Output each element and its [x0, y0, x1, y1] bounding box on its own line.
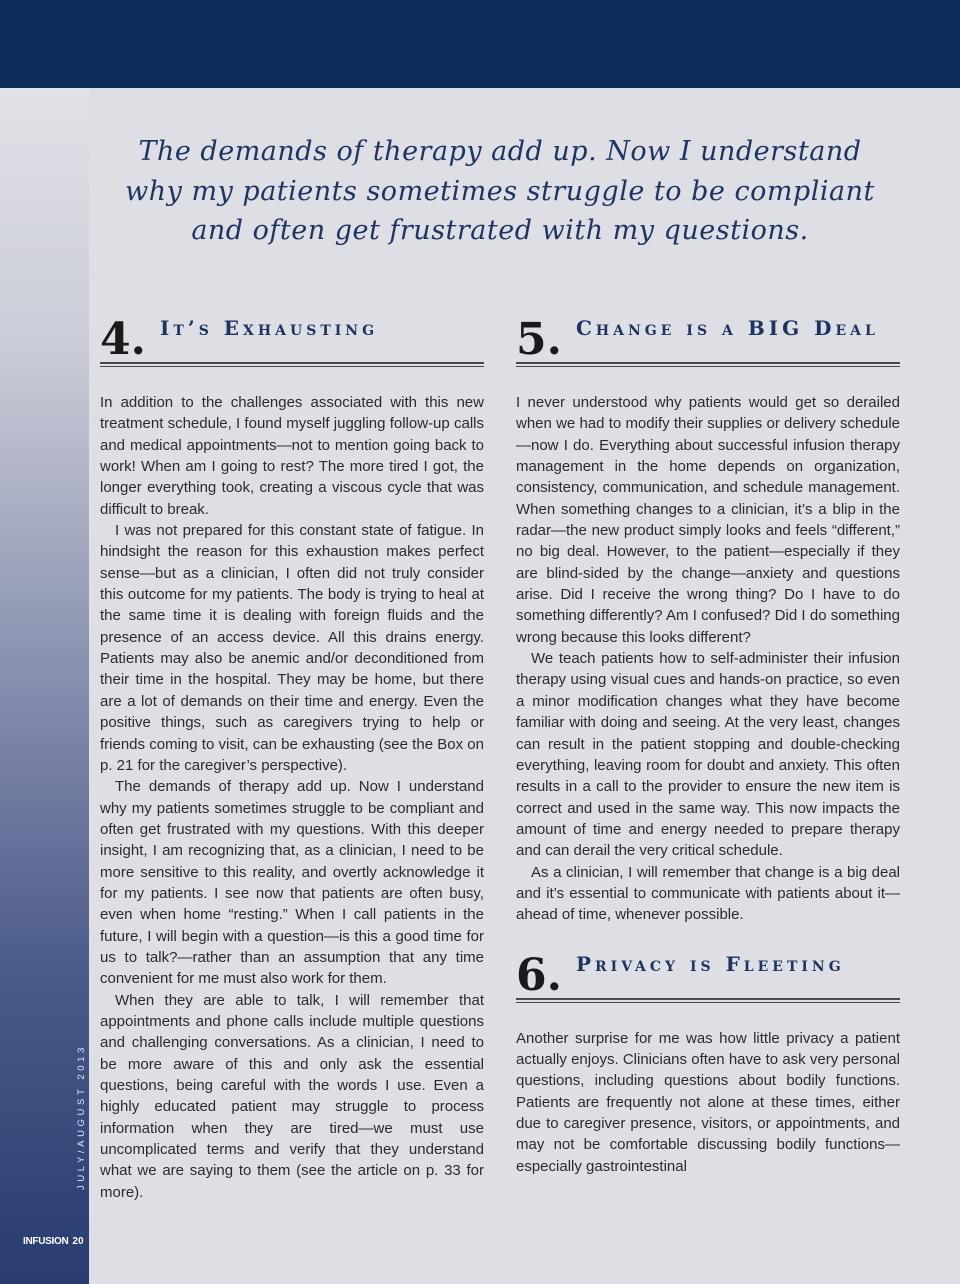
section-title: It’s Exhausting: [160, 316, 379, 340]
top-banner: [0, 0, 960, 88]
paragraph: I was not prepared for this constant state of fatigue. In hindsight the reason for this exhaustion makes perfect sense—but as a clinician, I often did not truly consider this outcome for my patients. The body is trying to heal at the same time it is dealing with foreign fluids and the presence of an access device. All this drains energy. Patients may also be anemic and/or deconditioned from their time in the hospital. They may be home, but there are a lot of demands on their time and energy. Even the positive things, such as caregivers trying to help or friends coming to visit, can be exhausting (see the Box on p. 21 for the caregiver’s perspective).: [100, 522, 484, 774]
section-heading: [100, 310, 484, 370]
page-footer: [23, 1236, 84, 1247]
section-heading: [516, 946, 900, 1006]
section-heading: [516, 310, 900, 370]
section-number: 5.: [516, 314, 562, 365]
magazine-logo: INFUSION: [23, 1236, 69, 1247]
section-body: [100, 392, 484, 1203]
section-title: Privacy is Fleeting: [576, 951, 845, 976]
section-number: 4.: [100, 314, 146, 365]
paragraph: When they are able to talk, I will remember that appointments and phone calls include multiple questions and challenging conversations. As a clinician, I need to be more aware of this and only ask the essential questions, being careful with the words I use. Even a highly educated patient may struggle to process information when they are tired—we must use uncomplicated terms and verify that they understand what we are saying to them (see the article on p. 33 for more).: [100, 991, 484, 1201]
page-number: 20: [72, 1236, 84, 1247]
paragraph: In addition to the challenges associated with this new treatment schedule, I found myself juggling follow-up calls and medical appointments—not to mention going back to work! When am I going to rest? The more tired I got, the longer everything took, creating a viscous cycle that was difficult to break.: [100, 394, 484, 518]
paragraph: I never understood why patients would get so derailed when we had to modify their supplies or delivery schedule—now I do. Everything about successful infusion therapy management in the home depends on organization, consistency, communication, and schedule management. When something changes to a clinician, it’s a blip in the radar—the new product simply looks and feels “different,” no big deal. However, to the patient—especially if they are blind-sided by the change—anxiety and questions arise. Did I receive the wrong thing? Do I have to do something differently? Am I confused? Did I do something wrong because this looks different?: [516, 394, 900, 646]
paragraph: The demands of therapy add up. Now I understand why my patients sometimes struggle to be compliant and often get frustrated with my questions. With this deeper insight, I am recognizing that, as a clinician, I need to be more sensitive to this reality, and overtly acknowledge it for my patients. I see now that patients are often busy, even when home “resting.” When I call patients in the future, I will begin with a question—is this a good time for us to talk?—rather than an assumption that any time convenient for me must also work for them.: [100, 778, 484, 988]
pull-quote: The demands of therapy add up. Now I understand why my patients sometimes struggle to be compliant and often get frustrated with my questions.: [125, 136, 875, 246]
paragraph: We teach patients how to self-administer their infusion therapy using visual cues and hands-on practice, so even a minor modification changes what they have become familiar with doing and seeing. At the very least, changes can result in the patient stopping and double-checking everything, leaving room for doubt and anxiety. This often results in a call to the provider to ensure the new item is correct and used in the same way. This now impacts the amount of time and energy needed to prepare therapy and can derail the very critical schedule.: [516, 650, 900, 860]
section-rule: [100, 362, 484, 364]
section-title: Change is a BIG Deal: [576, 316, 879, 340]
section-rule: [516, 362, 900, 364]
left-column: [100, 310, 484, 1203]
issue-date: JULY/AUGUST 2013: [76, 1044, 87, 1190]
section-number: 6.: [516, 949, 562, 1001]
right-column: [516, 310, 900, 1177]
section-body: [516, 392, 900, 926]
section-body: [516, 1028, 900, 1177]
paragraph: As a clinician, I will remember that change is a big deal and it’s essential to communicate with patients about it—ahead of time, whenever possible.: [516, 863, 900, 924]
section-rule: [516, 998, 900, 1000]
paragraph: Another surprise for me was how little privacy a patient actually enjoys. Clinicians often have to ask very personal questions, including questions about bodily functions. Patients are frequently not alone at these times, either due to caregiver presence, visitors, or appointments, and may not be comfortable discussing bodily functions—especially gastrointestinal: [516, 1029, 900, 1175]
